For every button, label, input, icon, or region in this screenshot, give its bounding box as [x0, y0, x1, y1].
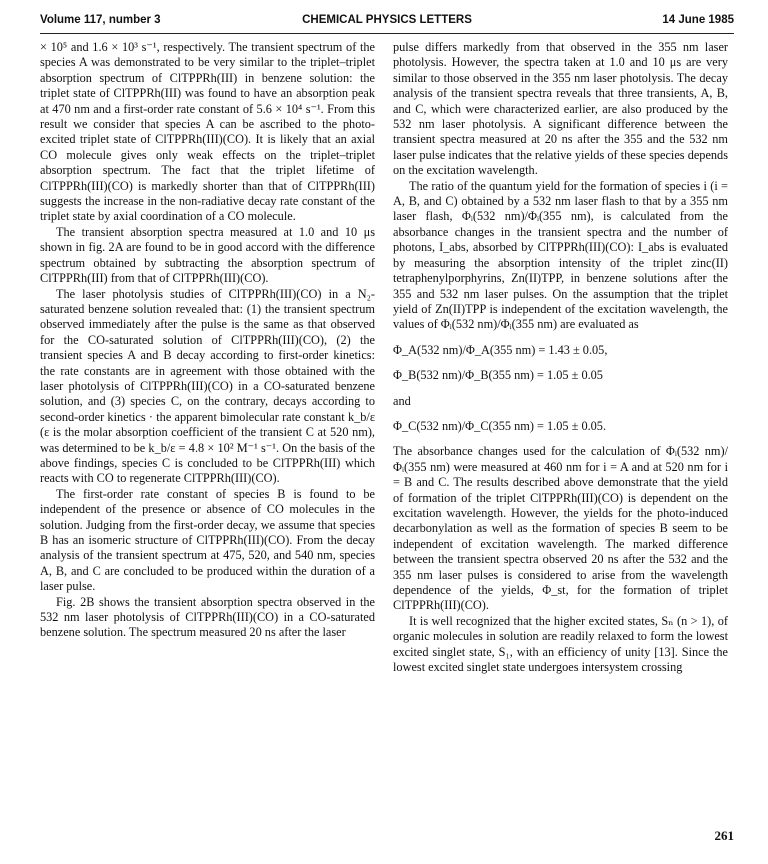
issue-date: 14 June 1985	[662, 14, 734, 26]
right-column	[393, 40, 728, 675]
running-header	[40, 14, 734, 32]
left-column	[40, 40, 375, 641]
paragraph: The first-order rate constant of species B is found to be independent of the presence or absence of CO molecules in the solution. Judging from the first-order decay, we assume that species B has an isomeric structure of ClTPPRh(III)(CO). From the decay analysis of the transient spectrum at 475, 520, and 540 nm, species A, B, and C are concluded to be produced within the duration of a laser pulse.	[40, 486, 375, 594]
paragraph: It is well recognized that the higher excited states, Sₙ (n > 1), of organic molecules in solution are readily relaxed to form the lowest excited singlet state, S₁, with an efficiency of unity [13]. Since the lowest excited singlet state undergoes intersystem crossing	[393, 613, 728, 675]
paragraph: Fig. 2B shows the transient absorption spectra observed in the 532 nm laser photolysis of ClTPPRh(III)(CO) in a CO-saturated benzene solution. The spectrum measured 20 ns after the laser	[40, 594, 375, 640]
equation: Φ_A(532 nm)/Φ_A(355 nm) = 1.43 ± 0.05,	[393, 342, 608, 357]
paragraph: The transient absorption spectra measured at 1.0 and 10 μs shown in fig. 2A are found to be in good accord with the difference spectrum obtained by subtracting the absorption spectrum of ClTPPRh(III) from that of ClTPPRh(III)(CO).	[40, 224, 375, 286]
journal-title: CHEMICAL PHYSICS LETTERS	[302, 14, 472, 26]
volume-label: Volume 117, number 3	[40, 14, 161, 26]
equation: Φ_B(532 nm)/Φ_B(355 nm) = 1.05 ± 0.05	[393, 368, 603, 383]
paragraph: × 10⁵ and 1.6 × 10³ s⁻¹, respectively. The transient spectrum of the species A was demonstrated to be very similar to the triplet–triplet absorption spectrum of ClTPPRh(III) in benzene solution: the triplet state of ClTPPRh(III) was found to have an absorption peak at 470 nm and a first-order rate constant of 5.6 × 10⁴ s⁻¹. From this result we consider that species A can be ascribed to the photo-excited triplet state of ClTPPRh(III)(CO). It is likely that an axial CO molecule gives only weak effects on the triplet–triplet absorption spectrum. The fact that the triplet lifetime of ClTPPRh(III)(CO) is markedly shorter than that of ClTPPRh(III) suggests the increase in the non-radiative decay rate constant of the triplet state by axial coordination of a CO molecule.	[40, 40, 375, 224]
page-number: 261	[714, 828, 734, 843]
conjunction: and	[393, 393, 411, 408]
paragraph: The laser photolysis studies of ClTPPRh(III)(CO) in a N₂-saturated benzene solution revealed that: (1) the transient spectrum observed immediately after the pulse is the same as that observed for the CO-saturated solution of ClTPPRh(III)(CO), (2) the transient species A and B decay according to first-order kinetics: the rate constants are in agreement with those obtained with the laser photolysis of ClTPPRh(III)(CO) in a CO-saturated benzene solution, and (3) species C, on the contrary, decays according to second-order kinetics · the apparent bimolecular rate constant k_b/ε (ε is the molar absorption coefficient of the transient C at 520 nm), was determined to be k_b/ε = 4.8 × 10² M⁻¹ s⁻¹. On the basis of the above findings, species C is concluded to be ClTPPRh(III) which reacts with CO to regenerate ClTPPRh(III)(CO).	[40, 286, 375, 486]
header-rule	[40, 33, 734, 34]
paragraph: pulse differs markedly from that observed in the 355 nm laser photolysis. However, the spectra taken at 1.0 and 10 μs are very similar to those observed in the 355 nm laser photolysis. The decay analysis of the transient spectra reveals that three transients, A, B, and C, which were characterized earlier, are also produced by the 532 nm laser photolysis. A significant difference between the transient spectra measured at 20 ns after the 355 and the 532 nm laser pulse indicates that the relative yields of these species depends on the excitation wavelength.	[393, 40, 728, 178]
paragraph: The ratio of the quantum yield for the formation of species i (i = A, B, and C) obtained by a 532 nm laser flash to that by a 355 nm laser flash, Φᵢ(532 nm)/Φᵢ(355 nm), is calculated from the absorbance changes in the transient spectra and the number of photons, I_abs, absorbed by ClTPPRh(III)(CO): I_abs is evaluated by measuring the absorption intensity of the triplet zinc(II) tetraphenylporphyrins, Zn(II)TPP, in benzene solutions after the 355 and 532 nm laser pulses. On the assumption that the triplet yield of Zn(II)TPP is independent of the excitation wavelength, the values of Φᵢ(532 nm)/Φᵢ(355 nm) are evaluated as	[393, 178, 728, 332]
paragraph: The absorbance changes used for the calculation of Φᵢ(532 nm)/Φᵢ(355 nm) were measured at 460 nm for i = A and at 520 nm for i = B and C. The results described above demonstrate that the yield of formation of the triplet ClTPPRh(III)(CO) is dependent on the excitation wavelength. However, the yields for the photo-induced decarbonylation as well as the formation of species B seem to be independent of excitation wavelength. The marked difference between the transient spectra observed 20 ns after the 532 and the 355 nm laser pulses is considered to arise from the wavelength dependence of the yields, Φ_st, for the formation of triplet ClTPPRh(III)(CO).	[393, 444, 728, 613]
equation: Φ_C(532 nm)/Φ_C(355 nm) = 1.05 ± 0.05.	[393, 418, 607, 433]
